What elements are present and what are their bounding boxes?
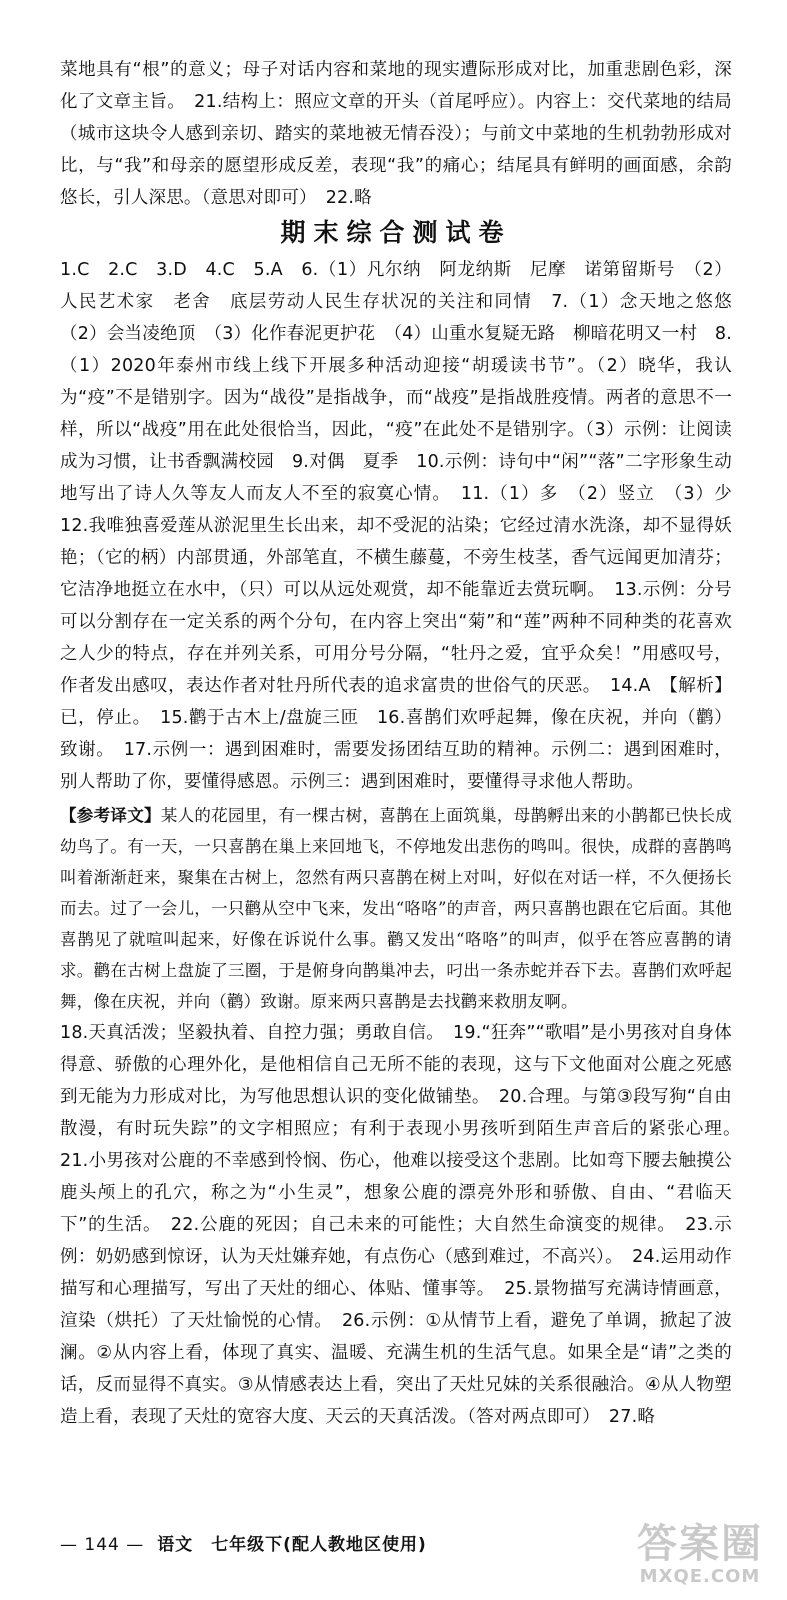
watermark-logo: [625, 1522, 775, 1590]
answer-paragraph: 18.天真活泼；坚毅执着、自控力强；勇敢自信。 19.“狂奔”“歌唱”是小男孩对自身体得意、骄傲的心理外化，是他相信自己无所不能的表现，这与下文他面对公鹿之死感到无能为力形成对比，为写他思想认识的变化做铺垫。 20.合理。与第③段写狗“自由散漫，有时玩失踪”的文字相照应；有利于表现小男孩听到陌生声音后的紧张心理。 21.小男孩对公鹿的不幸感到怜悯、伤心，他难以接受这个悲剧。比如弯下腰去触摸公鹿头颅上的孔穴，称之为“小生灵”，想象公鹿的漂亮外形和骄傲、自由、“君临天下”的生活。 22.公鹿的死因；自己未来的可能性；大自然生命演变的规律。 23.示例：奶奶感到惊讶，认为天灶嫌弃她，有点伤心（感到难过，不高兴）。 24.运用动作描写和心理描写，写出了天灶的细心、体贴、懂事等。 25.景物描写充满诗情画意，渲染（烘托）了天灶愉悦的心情。 26.示例：①从情节上看，避免了单调，掀起了波澜。②从内容上看，体现了真实、温暖、充满生机的生活气息。如果全是“请”之类的话，反而显得不真实。③从情感表达上看，突出了天灶兄妹的关系很融洽。④从人物塑造上看，表现了天灶的宽容大度、天云的天真活泼。（答对两点即可） 27.略: [60, 1023, 750, 1427]
answer-paragraph: 1.C 2.C 3.D 4.C 5.A 6.（1）凡尔纳 阿龙纳斯 尼摩 诺第留斯号 （2）人民艺术家 老舍 底层劳动人民生存状况的关注和同情 7.（1）念天地之悠悠 （2）会当凌绝顶 （3）化作春泥更护花 （4）山重水复疑无路 柳暗花明又一村 8.（1）2020年泰州市线上线下开展多种活动迎接“胡瑗读书节”。（2）晓华，我认为“疫”不是错别字。因为“战役”是指战争，而“战疫”是指战胜疫情。两者的意思不一样，所以“战疫”用在此处很恰当，因此，“疫”在此处不是错别字。（3）示例：让阅读成为习惯，让书香飘满校园 9.对偶 夏季 10.示例：诗句中“闲”“落”二字形象生动地写出了诗人久等友人而友人不至的寂寞心情。 11.（1）多 （2）竖立 （3）少 12.我唯独喜爱莲从淤泥里生长出来，却不受泥的沾染；它经过清水洗涤，却不显得妖艳；（它的柄）内部贯通，外部笔直，不横生藤蔓，不旁生枝茎，香气远闻更加清芬；它洁净地挺立在水中，（只）可以从远处观赏，却不能靠近去赏玩啊。 13.示例：分号可以分割存在一定关系的两个分句，在内容上突出“菊”和“莲”两种不同种类的花喜欢之人少的特点，存在并列关系，可用分号分隔，“牡丹之爱，宜乎众矣！”用感叹号，作者发出感叹，表达作者对牡丹所代表的追求富贵的世俗气的厌恶。 14.A 【解析】已，停止。 15.鹳于古木上/盘旋三匝 16.喜鹊们欢呼起舞，像在庆祝，并向（鹳）致谢。 17.示例一：遇到困难时，需要发扬团结互助的精神。示例二：遇到困难时，别人帮助了你，要懂得感恩。示例三：遇到困难时，要懂得寻求他人帮助。: [60, 260, 750, 792]
section-title: 期末综合测试卷: [280, 218, 512, 247]
answer-page: [60, 54, 750, 1433]
answers-continued: [60, 54, 732, 214]
translation-label: 【参考译文】: [60, 806, 161, 825]
watermark-text: 答案圈: [637, 1521, 763, 1567]
reference-translation: [60, 800, 732, 1017]
reading-answers: [60, 1017, 750, 1433]
subject-label: 语文 七年级下(配人教地区使用): [157, 1535, 427, 1555]
page-footer: [60, 1530, 427, 1555]
answer-paragraph: 菜地具有“根”的意义；母子对话内容和菜地的现实遭际形成对比，加重悲剧色彩，深化了文章主旨。 21.结构上：照应文章的开头（首尾呼应）。内容上：交代菜地的结局（城市这块令人感到亲切、踏实的菜地被无情吞没）；与前文中菜地的生机勃勃形成对比，与“我”和母亲的愿望形成反差，表现“我”的痛心；结尾具有鲜明的画面感，余韵悠长，引人深思。（意思对即可） 22.略: [60, 60, 732, 208]
translation-text: 某人的花园里，有一棵古树，喜鹊在上面筑巢，母鹊孵出来的小鹊都已快长成幼鸟了。有一天，一只喜鹊在巢上来回地飞，不停地发出悲伤的鸣叫。很快，成群的喜鹊鸣叫着渐渐赶来，聚集在古树上，忽然有两只喜鹊在树上对叫，好似在对话一样，不久便扬长而去。过了一会儿，一只鹳从空中飞来，发出“咯咯”的声音，两只喜鹊也跟在它后面。其他喜鹊见了就喧叫起来，好像在诉说什么事。鹳又发出“咯咯”的叫声，似乎在答应喜鹊的请求。鹳在古树上盘旋了三圈，于是俯身向鹊巢冲去，叼出一条赤蛇并吞下去。喜鹊们欢呼起舞，像在庆祝，并向（鹳）致谢。原来两只喜鹊是去找鹳来救朋友啊。: [60, 806, 732, 1011]
final-exam-answers: [60, 254, 750, 798]
watermark-url: MXQE.COM: [639, 1566, 761, 1587]
page-number: — 144 —: [60, 1535, 145, 1555]
